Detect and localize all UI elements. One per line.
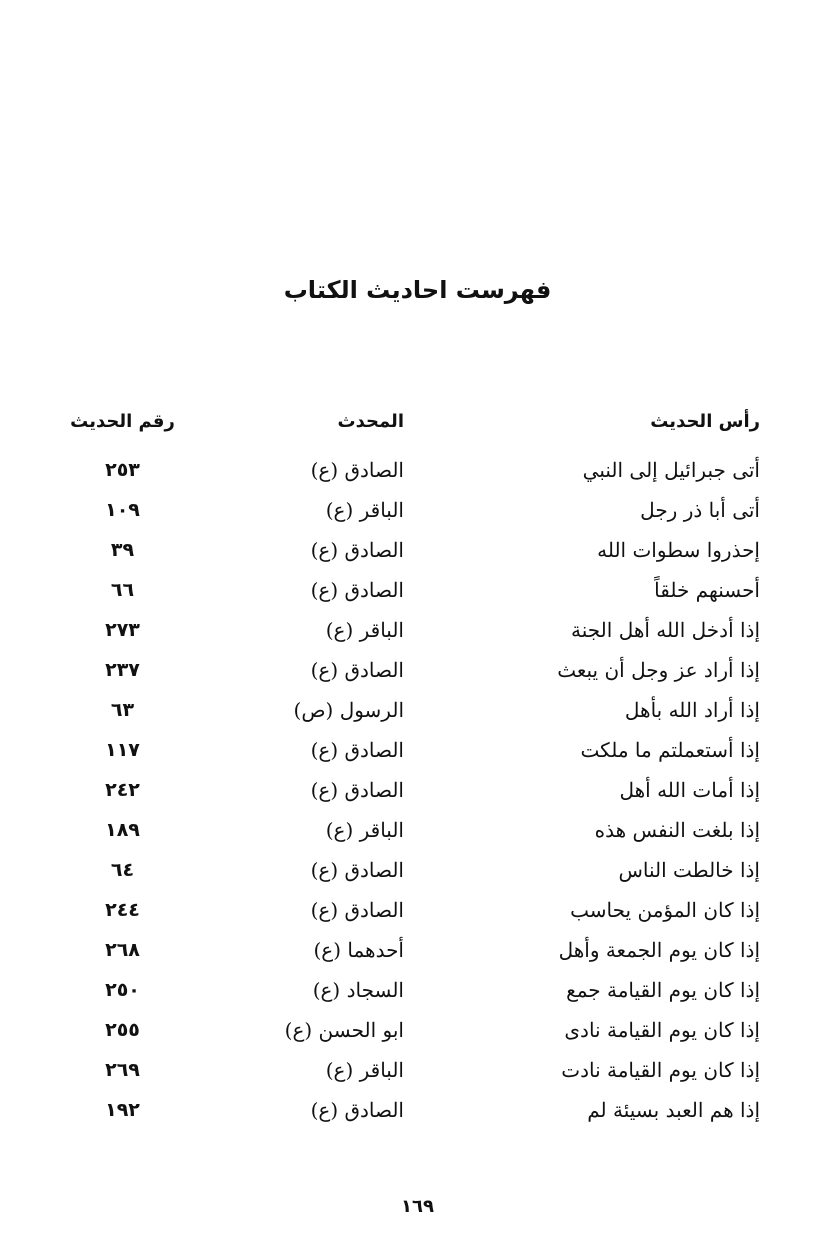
table-row — [70, 930, 760, 970]
hadith-number-cell: ٦٣ — [110, 699, 135, 721]
hadith-number-cell: ٢٤٢ — [105, 779, 140, 801]
hadith-number-cell: ١٩٢ — [105, 1099, 140, 1121]
table-row — [70, 850, 760, 890]
table-row — [70, 890, 760, 930]
table-row — [70, 810, 760, 850]
table-row — [70, 970, 760, 1010]
narrator-cell: الباقر (ع) — [325, 818, 404, 842]
narrator-cell: الصادق (ع) — [310, 738, 404, 762]
hadith-head-cell: إذا أراد الله بأهل — [624, 698, 760, 722]
hadith-number-cell: ٢٥٣ — [105, 459, 140, 481]
narrator-cell: الصادق (ع) — [310, 658, 404, 682]
hadith-head-cell: إذا أدخل الله أهل الجنة — [571, 618, 760, 642]
hadith-head-cell: أتى أبا ذر رجل — [640, 498, 760, 522]
table-row — [70, 770, 760, 810]
hadith-index-table — [70, 402, 760, 1130]
hadith-number-cell: ٢٥٥ — [105, 1019, 140, 1041]
hadith-head-cell: أحسنهم خلقاً — [654, 578, 760, 602]
hadith-head-cell: إذا هم العبد بسيئة لم — [587, 1098, 760, 1122]
hadith-head-cell: إذا كان يوم الجمعة وأهل — [558, 938, 760, 962]
table-row — [70, 1050, 760, 1090]
hadith-head-cell: إذا أراد عز وجل أن يبعث — [557, 658, 760, 682]
table-row — [70, 730, 760, 770]
hadith-head-cell: إحذروا سطوات الله — [597, 538, 760, 562]
narrator-cell: السجاد (ع) — [312, 978, 404, 1002]
hadith-head-cell: إذا بلغت النفس هذه — [594, 818, 760, 842]
narrator-cell: الرسول (ص) — [293, 698, 404, 722]
narrator-cell: الصادق (ع) — [310, 1098, 404, 1122]
narrator-cell: الصادق (ع) — [310, 578, 404, 602]
hadith-number-cell: ٢٦٨ — [105, 939, 140, 961]
narrator-cell: الصادق (ع) — [310, 778, 404, 802]
hadith-head-cell: إذا كان المؤمن يحاسب — [570, 898, 760, 922]
header-hadith-head: رأس الحديث — [650, 411, 760, 432]
table-row — [70, 530, 760, 570]
narrator-cell: الصادق (ع) — [310, 898, 404, 922]
hadith-head-cell: إذا كان يوم القيامة نادت — [561, 1058, 760, 1082]
narrator-cell: الباقر (ع) — [325, 498, 404, 522]
narrator-cell: الصادق (ع) — [310, 538, 404, 562]
table-row — [70, 1090, 760, 1130]
hadith-head-cell: أتى جبرائيل إلى النبي — [582, 458, 760, 482]
narrator-cell: الباقر (ع) — [325, 618, 404, 642]
table-row — [70, 650, 760, 690]
hadith-number-cell: ٢٥٠ — [105, 979, 140, 1001]
hadith-number-cell: ٦٤ — [110, 859, 135, 881]
hadith-number-cell: ٣٩ — [110, 539, 135, 561]
table-row — [70, 450, 760, 490]
table-header-row — [70, 402, 760, 450]
hadith-number-cell: ٦٦ — [110, 579, 135, 601]
hadith-number-cell: ١١٧ — [105, 739, 140, 761]
table-row — [70, 610, 760, 650]
table-row — [70, 490, 760, 530]
table-row — [70, 690, 760, 730]
hadith-number-cell: ١٠٩ — [105, 499, 140, 521]
hadith-head-cell: إذا كان يوم القيامة نادى — [564, 1018, 760, 1042]
page-number: ١٦٩ — [401, 1196, 434, 1217]
hadith-number-cell: ١٨٩ — [105, 819, 140, 841]
hadith-head-cell: إذا أستعملتم ما ملكت — [580, 738, 760, 762]
page-title: فهرست احاديث الكتاب — [283, 276, 552, 304]
narrator-cell: الصادق (ع) — [310, 458, 404, 482]
hadith-head-cell: إذا أمات الله أهل — [619, 778, 760, 802]
header-narrator: المحدث — [337, 411, 404, 432]
table-row — [70, 570, 760, 610]
hadith-number-cell: ٢٦٩ — [105, 1059, 140, 1081]
hadith-number-cell: ٢٤٤ — [105, 899, 140, 921]
narrator-cell: الصادق (ع) — [310, 858, 404, 882]
narrator-cell: الباقر (ع) — [325, 1058, 404, 1082]
header-hadith-number: رقم الحديث — [70, 411, 175, 432]
narrator-cell: أحدهما (ع) — [313, 938, 404, 962]
hadith-number-cell: ٢٣٧ — [105, 659, 140, 681]
hadith-number-cell: ٢٧٣ — [105, 619, 140, 641]
narrator-cell: ابو الحسن (ع) — [284, 1018, 404, 1042]
hadith-head-cell: إذا خالطت الناس — [618, 858, 760, 882]
table-row — [70, 1010, 760, 1050]
hadith-head-cell: إذا كان يوم القيامة جمع — [566, 978, 760, 1002]
